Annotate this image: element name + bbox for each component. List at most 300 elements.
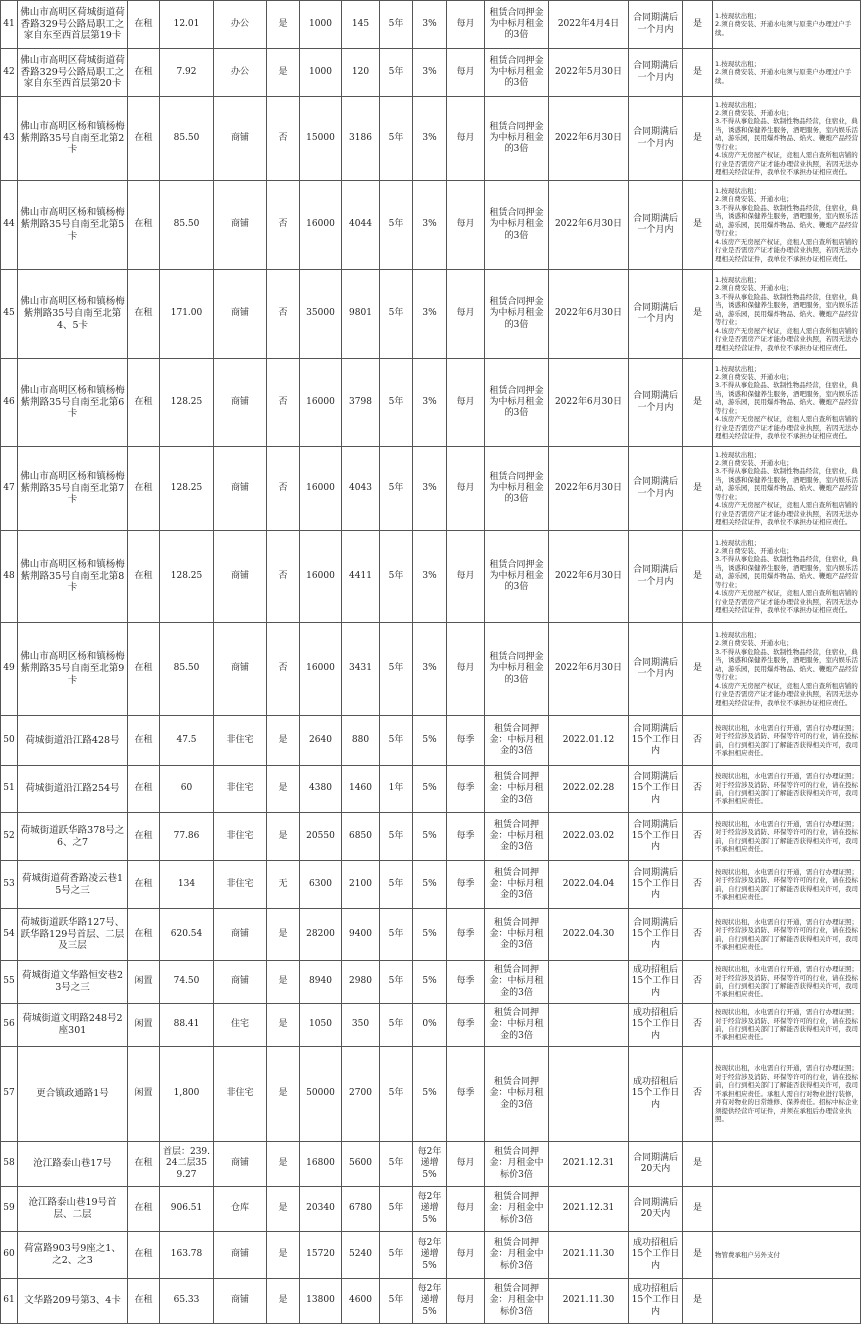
payment-cell: 每季: [447, 961, 485, 1004]
term-cell: 5年: [380, 1142, 413, 1187]
eligibility-cell: 否: [683, 961, 713, 1004]
row-number: 60: [1, 1232, 18, 1279]
certificate-cell: 否: [267, 97, 300, 181]
certificate-cell: 否: [267, 181, 300, 270]
use-cell: 商铺: [214, 1142, 267, 1187]
term-cell: 5年: [380, 447, 413, 531]
payment-cell: 每月: [447, 97, 485, 181]
monthly-rent-cell: 2700: [342, 1047, 380, 1142]
expiry-date-cell: 2022.01.12: [549, 716, 629, 766]
address-cell: 荷城街道沿江路428号: [18, 716, 128, 766]
status-cell: 在租: [128, 1, 160, 49]
eligibility-cell: 否: [683, 909, 713, 961]
payment-cell: 每月: [447, 270, 485, 359]
term-cell: 5年: [380, 1232, 413, 1279]
use-cell: 仓库: [214, 1187, 267, 1232]
address-cell: 佛山市高明区荷城街道荷香路329号公路局职工之家自东至西首层第20卡: [18, 49, 128, 97]
row-number: 55: [1, 961, 18, 1004]
handover-cell: 成功招租后15个工作日内: [629, 961, 683, 1004]
handover-cell: 合同期满后15个工作日内: [629, 716, 683, 766]
annual-base-cell: 15720: [300, 1232, 342, 1279]
handover-cell: 合同期满后一个月内: [629, 49, 683, 97]
annual-base-cell: 6300: [300, 861, 342, 909]
expiry-date-cell: 2021.11.30: [549, 1232, 629, 1279]
monthly-rent-cell: 1460: [342, 766, 380, 813]
term-cell: 5年: [380, 97, 413, 181]
deposit-cell: 租赁合同押金为中标月租金的3倍: [485, 531, 549, 623]
annual-base-cell: 2640: [300, 716, 342, 766]
row-number: 59: [1, 1187, 18, 1232]
row-number: 41: [1, 1, 18, 49]
expiry-date-cell: 2021.12.31: [549, 1142, 629, 1187]
increase-cell: 每2年递增5%: [413, 1279, 447, 1324]
increase-cell: 5%: [413, 909, 447, 961]
annual-base-cell: 28200: [300, 909, 342, 961]
status-cell: 在租: [128, 181, 160, 270]
annual-base-cell: 1000: [300, 1, 342, 49]
status-cell: 在租: [128, 270, 160, 359]
annual-base-cell: 15000: [300, 97, 342, 181]
table-row: [1, 49, 861, 97]
remarks-cell: 1.按现状出租； 2.须自费安装、开通水电； 3.不得从事危险品、软制性物品经营，住宿业，典当，诱惑和保健养生服务，酒吧服务，室内娱乐活动，游乐园，民用爆炸物品、焰火、鞭炮产品经营等行业； 4.该房产无房屋产权证，竞租人需自查所租店铺的行业是否需房产证才能办理营业执照，若因无法办理相关经营证件，我单位不承担办证相应责任。: [713, 181, 861, 270]
monthly-rent-cell: 5240: [342, 1232, 380, 1279]
handover-cell: 合同期满后一个月内: [629, 270, 683, 359]
status-cell: 闲置: [128, 1047, 160, 1142]
certificate-cell: 是: [267, 716, 300, 766]
table-row: [1, 716, 861, 766]
payment-cell: 每月: [447, 1142, 485, 1187]
annual-base-cell: 20340: [300, 1187, 342, 1232]
deposit-cell: 租赁合同押金：中标月租金的3倍: [485, 716, 549, 766]
term-cell: 5年: [380, 716, 413, 766]
row-number: 51: [1, 766, 18, 813]
handover-cell: 合同期满后20天内: [629, 1142, 683, 1187]
status-cell: 在租: [128, 909, 160, 961]
handover-cell: 合同期满后一个月内: [629, 623, 683, 716]
row-number: 46: [1, 359, 18, 447]
expiry-date-cell: 2022年4月4日: [549, 1, 629, 49]
annual-base-cell: 35000: [300, 270, 342, 359]
remarks-cell: [713, 1279, 861, 1324]
deposit-cell: 租赁合同押金：中标月租金的3倍: [485, 961, 549, 1004]
eligibility-cell: 是: [683, 1, 713, 49]
status-cell: 在租: [128, 359, 160, 447]
address-cell: 佛山市高明区杨和镇杨梅紫荆路35号自南至北第5卡: [18, 181, 128, 270]
table-row: [1, 861, 861, 909]
row-number: 52: [1, 813, 18, 861]
address-cell: 荷城街道荷香路凌云巷15号之三: [18, 861, 128, 909]
area-cell: 163.78: [160, 1232, 214, 1279]
remarks-cell: [713, 1142, 861, 1187]
certificate-cell: 是: [267, 1004, 300, 1047]
deposit-cell: 租赁合同押金：中标月租金的3倍: [485, 813, 549, 861]
term-cell: 5年: [380, 181, 413, 270]
handover-cell: 合同期满后15个工作日内: [629, 813, 683, 861]
row-number: 53: [1, 861, 18, 909]
term-cell: 5年: [380, 1187, 413, 1232]
increase-cell: 0%: [413, 1004, 447, 1047]
expiry-date-cell: 2022.02.28: [549, 766, 629, 813]
payment-cell: 每季: [447, 766, 485, 813]
certificate-cell: 是: [267, 1232, 300, 1279]
table-body: [1, 1, 861, 1324]
deposit-cell: 租赁合同押金为中标月租金的3倍: [485, 97, 549, 181]
increase-cell: 每2年递增5%: [413, 1232, 447, 1279]
table-row: [1, 813, 861, 861]
address-cell: 佛山市高明区杨和镇杨梅紫荆路35号自南至北第7卡: [18, 447, 128, 531]
monthly-rent-cell: 6780: [342, 1187, 380, 1232]
monthly-rent-cell: 120: [342, 49, 380, 97]
monthly-rent-cell: 4411: [342, 531, 380, 623]
annual-base-cell: 20550: [300, 813, 342, 861]
eligibility-cell: 是: [683, 1279, 713, 1324]
area-cell: 128.25: [160, 531, 214, 623]
eligibility-cell: 否: [683, 716, 713, 766]
status-cell: 在租: [128, 531, 160, 623]
remarks-cell: 按现状出租，水电需自行开通，需自行办理证照；对于经营涉及消防、环保等许可的行业，请在投标前，自行到相关部门了解能否获得相关许可，我司不承担相应责任。: [713, 961, 861, 1004]
use-cell: 商铺: [214, 623, 267, 716]
address-cell: 荷城街道跃华路378号之6、之7: [18, 813, 128, 861]
handover-cell: 合同期满后15个工作日内: [629, 766, 683, 813]
handover-cell: 合同期满后20天内: [629, 1187, 683, 1232]
area-cell: 620.54: [160, 909, 214, 961]
handover-cell: 合同期满后一个月内: [629, 447, 683, 531]
increase-cell: 3%: [413, 1, 447, 49]
monthly-rent-cell: 350: [342, 1004, 380, 1047]
row-number: 44: [1, 181, 18, 270]
table-row: [1, 623, 861, 716]
address-cell: 荷城街道跃华路127号、跃华路129号首层、二层及三层: [18, 909, 128, 961]
area-cell: 7.92: [160, 49, 214, 97]
use-cell: 商铺: [214, 359, 267, 447]
remarks-cell: 按现状出租，水电需自行开通，需自行办理证照；对于经营涉及消防、环保等许可的行业，请在投标前，自行到相关部门了解能否获得相关许可，我司不承担相应责任。承租人需自行对物业进行装修，并有对物业的日常维修、保养责任。招标中标企业须提供经营许可证件，并须在承租后办理营业执照。: [713, 1047, 861, 1142]
area-cell: 85.50: [160, 181, 214, 270]
monthly-rent-cell: 9801: [342, 270, 380, 359]
use-cell: 住宅: [214, 1004, 267, 1047]
remarks-cell: 按现状出租，水电需自行开通，需自行办理证照；对于经营涉及消防、环保等许可的行业，请在投标前，自行到相关部门了解能否获得相关许可，我司不承担相应责任。: [713, 813, 861, 861]
payment-cell: 每月: [447, 1232, 485, 1279]
payment-cell: 每月: [447, 1, 485, 49]
payment-cell: 每季: [447, 813, 485, 861]
status-cell: 在租: [128, 1142, 160, 1187]
term-cell: 5年: [380, 1004, 413, 1047]
address-cell: 佛山市高明区荷城街道荷香路329号公路局职工之家自东至西首层第19卡: [18, 1, 128, 49]
term-cell: 5年: [380, 270, 413, 359]
deposit-cell: 租赁合同押金为中标月租金的3倍: [485, 181, 549, 270]
eligibility-cell: 是: [683, 1142, 713, 1187]
payment-cell: 每季: [447, 716, 485, 766]
use-cell: 商铺: [214, 909, 267, 961]
payment-cell: 每季: [447, 1004, 485, 1047]
deposit-cell: 租赁合同押金：中标月租金的3倍: [485, 909, 549, 961]
monthly-rent-cell: 3431: [342, 623, 380, 716]
row-number: 58: [1, 1142, 18, 1187]
remarks-cell: 1.按现状出租； 2.须自费安装、开通水电； 3.不得从事危险品、软制性物品经营，住宿业，典当，诱惑和保健养生服务，酒吧服务，室内娱乐活动，游乐园，民用爆炸物品、焰火、鞭炮产品经营等行业； 4.该房产无房屋产权证，竞租人需自查所租店铺的行业是否需房产证才能办理营业执照，若因无法办理相关经营证件，我单位不承担办证相应责任。: [713, 623, 861, 716]
expiry-date-cell: [549, 1004, 629, 1047]
address-cell: 佛山市高明区杨和镇杨梅紫荆路35号自南至北第4、5卡: [18, 270, 128, 359]
eligibility-cell: 是: [683, 1187, 713, 1232]
monthly-rent-cell: 4043: [342, 447, 380, 531]
remarks-cell: 1.按现状出租； 2.须自费安装、开通水电； 3.不得从事危险品、软制性物品经营，住宿业，典当，诱惑和保健养生服务，酒吧服务，室内娱乐活动，游乐园，民用爆炸物品、焰火、鞭炮产品经营等行业； 4.该房产无房屋产权证，竞租人需自查所租店铺的行业是否需房产证才能办理营业执照，若因无法办理相关经营证件，我单位不承担办证相应责任。: [713, 447, 861, 531]
annual-base-cell: 16000: [300, 447, 342, 531]
eligibility-cell: 否: [683, 861, 713, 909]
use-cell: 商铺: [214, 961, 267, 1004]
deposit-cell: 租赁合同押金：中标月租金的3倍: [485, 1047, 549, 1142]
table-row: [1, 1232, 861, 1279]
status-cell: 在租: [128, 1232, 160, 1279]
row-number: 47: [1, 447, 18, 531]
address-cell: 荷城街道沿江路254号: [18, 766, 128, 813]
use-cell: 非住宅: [214, 766, 267, 813]
status-cell: 在租: [128, 766, 160, 813]
expiry-date-cell: 2022年6月30日: [549, 623, 629, 716]
address-cell: 沧江路泰山巷17号: [18, 1142, 128, 1187]
address-cell: 沧江路泰山巷19号首层、二层: [18, 1187, 128, 1232]
expiry-date-cell: 2022年6月30日: [549, 270, 629, 359]
area-cell: 128.25: [160, 359, 214, 447]
expiry-date-cell: 2022.04.30: [549, 909, 629, 961]
monthly-rent-cell: 4044: [342, 181, 380, 270]
certificate-cell: 是: [267, 909, 300, 961]
row-number: 48: [1, 531, 18, 623]
table-row: [1, 447, 861, 531]
address-cell: 文华路209号第3、4卡: [18, 1279, 128, 1324]
expiry-date-cell: 2022.04.04: [549, 861, 629, 909]
remarks-cell: 按现状出租，水电需自行开通，需自行办理证照；对于经营涉及消防、环保等许可的行业，请在投标前，自行到相关部门了解能否获得相关许可，我司不承担相应责任。: [713, 1004, 861, 1047]
use-cell: 非住宅: [214, 716, 267, 766]
term-cell: 5年: [380, 531, 413, 623]
increase-cell: 3%: [413, 181, 447, 270]
use-cell: 办公: [214, 49, 267, 97]
area-cell: 85.50: [160, 97, 214, 181]
term-cell: 5年: [380, 49, 413, 97]
area-cell: 906.51: [160, 1187, 214, 1232]
area-cell: 77.86: [160, 813, 214, 861]
certificate-cell: 否: [267, 531, 300, 623]
increase-cell: 每2年递增5%: [413, 1187, 447, 1232]
annual-base-cell: 50000: [300, 1047, 342, 1142]
increase-cell: 3%: [413, 623, 447, 716]
handover-cell: 合同期满后15个工作日内: [629, 861, 683, 909]
table-row: [1, 531, 861, 623]
use-cell: 商铺: [214, 270, 267, 359]
deposit-cell: 租赁合同押金：月租金中标价3倍: [485, 1279, 549, 1324]
deposit-cell: 租赁合同押金：中标月租金的3倍: [485, 861, 549, 909]
term-cell: 5年: [380, 961, 413, 1004]
handover-cell: 合同期满后一个月内: [629, 97, 683, 181]
deposit-cell: 租赁合同押金为中标月租金的3倍: [485, 359, 549, 447]
status-cell: 在租: [128, 97, 160, 181]
expiry-date-cell: 2022.03.02: [549, 813, 629, 861]
area-cell: 12.01: [160, 1, 214, 49]
status-cell: 闲置: [128, 1004, 160, 1047]
eligibility-cell: 是: [683, 97, 713, 181]
deposit-cell: 租赁合同押金为中标月租金的3倍: [485, 1, 549, 49]
row-number: 57: [1, 1047, 18, 1142]
annual-base-cell: 1050: [300, 1004, 342, 1047]
expiry-date-cell: 2021.11.30: [549, 1279, 629, 1324]
area-cell: 128.25: [160, 447, 214, 531]
annual-base-cell: 1000: [300, 49, 342, 97]
annual-base-cell: 16800: [300, 1142, 342, 1187]
remarks-cell: 按现状出租，水电需自行开通，需自行办理证照；对于经营涉及消防、环保等许可的行业，请在投标前，自行到相关部门了解能否获得相关许可，我司不承担相应责任。: [713, 861, 861, 909]
certificate-cell: 否: [267, 447, 300, 531]
annual-base-cell: 4380: [300, 766, 342, 813]
monthly-rent-cell: 2100: [342, 861, 380, 909]
expiry-date-cell: [549, 1047, 629, 1142]
term-cell: 1年: [380, 766, 413, 813]
payment-cell: 每季: [447, 909, 485, 961]
deposit-cell: 租赁合同押金：中标月租金的3倍: [485, 1004, 549, 1047]
eligibility-cell: 是: [683, 623, 713, 716]
status-cell: 在租: [128, 716, 160, 766]
increase-cell: 每2年递增5%: [413, 1142, 447, 1187]
increase-cell: 5%: [413, 813, 447, 861]
area-cell: 85.50: [160, 623, 214, 716]
remarks-cell: [713, 1187, 861, 1232]
remarks-cell: 1.按现状出租； 2.须自费安装、开通水电； 3.不得从事危险品、软制性物品经营，住宿业，典当，诱惑和保健养生服务，酒吧服务，室内娱乐活动，游乐园，民用爆炸物品、焰火、鞭炮产品经营等行业； 4.该房产无房屋产权证，竞租人需自查所租店铺的行业是否需房产证才能办理营业执照，若因无法办理相关经营证件，我单位不承担办证相应责任。: [713, 97, 861, 181]
remarks-cell: 1.按现状出租； 2.须自费安装、开通水电； 3.不得从事危险品、软制性物品经营，住宿业，典当，诱惑和保健养生服务，酒吧服务，室内娱乐活动，游乐园，民用爆炸物品、焰火、鞭炮产品经营等行业； 4.该房产无房屋产权证，竞租人需自查所租店铺的行业是否需房产证才能办理营业执照，若因无法办理相关经营证件，我单位不承担办证相应责任。: [713, 531, 861, 623]
certificate-cell: 是: [267, 1047, 300, 1142]
address-cell: 佛山市高明区杨和镇杨梅紫荆路35号自南至北第9卡: [18, 623, 128, 716]
remarks-cell: 按现状出租，水电需自行开通，需自行办理证照；对于经营涉及消防、环保等许可的行业，请在投标前，自行到相关部门了解能否获得相关许可，我司不承担相应责任。: [713, 716, 861, 766]
eligibility-cell: 否: [683, 1004, 713, 1047]
payment-cell: 每月: [447, 1187, 485, 1232]
remarks-cell: 1.按现状出租； 2.须自费安装、开通水电须与原業户办理过户手续。: [713, 49, 861, 97]
use-cell: 非住宅: [214, 813, 267, 861]
monthly-rent-cell: 145: [342, 1, 380, 49]
certificate-cell: 否: [267, 623, 300, 716]
certificate-cell: 是: [267, 961, 300, 1004]
address-cell: 荷城街道文华路恒安巷23号之三: [18, 961, 128, 1004]
expiry-date-cell: 2022年6月30日: [549, 447, 629, 531]
increase-cell: 3%: [413, 270, 447, 359]
status-cell: 在租: [128, 447, 160, 531]
deposit-cell: 租赁合同押金：中标月租金的3倍: [485, 766, 549, 813]
payment-cell: 每月: [447, 447, 485, 531]
handover-cell: 合同期满后一个月内: [629, 359, 683, 447]
annual-base-cell: 16000: [300, 531, 342, 623]
expiry-date-cell: 2022年6月30日: [549, 97, 629, 181]
table-row: [1, 97, 861, 181]
table-row: [1, 909, 861, 961]
handover-cell: 成功招租后15个工作日内: [629, 1004, 683, 1047]
increase-cell: 5%: [413, 1047, 447, 1142]
address-cell: 佛山市高明区杨和镇杨梅紫荆路35号自南至北第2卡: [18, 97, 128, 181]
monthly-rent-cell: 3798: [342, 359, 380, 447]
area-cell: 47.5: [160, 716, 214, 766]
certificate-cell: 是: [267, 1142, 300, 1187]
row-number: 49: [1, 623, 18, 716]
area-cell: 65.33: [160, 1279, 214, 1324]
expiry-date-cell: [549, 961, 629, 1004]
row-number: 43: [1, 97, 18, 181]
row-number: 50: [1, 716, 18, 766]
certificate-cell: 是: [267, 49, 300, 97]
expiry-date-cell: 2022年6月30日: [549, 181, 629, 270]
monthly-rent-cell: 9400: [342, 909, 380, 961]
address-cell: 荷富路903号9座之1、之2、之3: [18, 1232, 128, 1279]
table-row: [1, 1, 861, 49]
handover-cell: 成功招租后15个工作日内: [629, 1232, 683, 1279]
increase-cell: 3%: [413, 359, 447, 447]
term-cell: 5年: [380, 909, 413, 961]
annual-base-cell: 16000: [300, 623, 342, 716]
table-row: [1, 1279, 861, 1324]
monthly-rent-cell: 5600: [342, 1142, 380, 1187]
use-cell: 商铺: [214, 97, 267, 181]
table-row: [1, 1187, 861, 1232]
increase-cell: 3%: [413, 97, 447, 181]
monthly-rent-cell: 880: [342, 716, 380, 766]
payment-cell: 每月: [447, 49, 485, 97]
handover-cell: 合同期满后一个月内: [629, 531, 683, 623]
eligibility-cell: 否: [683, 813, 713, 861]
area-cell: 88.41: [160, 1004, 214, 1047]
handover-cell: 合同期满后一个月内: [629, 1, 683, 49]
certificate-cell: 否: [267, 359, 300, 447]
payment-cell: 每月: [447, 623, 485, 716]
row-number: 45: [1, 270, 18, 359]
handover-cell: 成功招租后15个工作日内: [629, 1279, 683, 1324]
term-cell: 5年: [380, 359, 413, 447]
increase-cell: 3%: [413, 447, 447, 531]
payment-cell: 每月: [447, 359, 485, 447]
certificate-cell: 是: [267, 766, 300, 813]
remarks-cell: 按现状出租，水电需自行开通，需自行办理证照；对于经营涉及消防、环保等许可的行业，请在投标前，自行到相关部门了解能否获得相关许可，我司不承担相应责任。: [713, 766, 861, 813]
row-number: 61: [1, 1279, 18, 1324]
eligibility-cell: 是: [683, 49, 713, 97]
certificate-cell: 是: [267, 1279, 300, 1324]
certificate-cell: 是: [267, 1187, 300, 1232]
deposit-cell: 租赁合同押金为中标月租金的3倍: [485, 623, 549, 716]
area-cell: 74.50: [160, 961, 214, 1004]
address-cell: 佛山市高明区杨和镇杨梅紫荆路35号自南至北第6卡: [18, 359, 128, 447]
row-number: 54: [1, 909, 18, 961]
term-cell: 5年: [380, 813, 413, 861]
table-row: [1, 1142, 861, 1187]
table-row: [1, 1047, 861, 1142]
use-cell: 非住宅: [214, 1047, 267, 1142]
deposit-cell: 租赁合同押金为中标月租金的3倍: [485, 447, 549, 531]
term-cell: 5年: [380, 1, 413, 49]
certificate-cell: 否: [267, 270, 300, 359]
certificate-cell: 是: [267, 1, 300, 49]
certificate-cell: 无: [267, 861, 300, 909]
use-cell: 商铺: [214, 1279, 267, 1324]
eligibility-cell: 是: [683, 1232, 713, 1279]
eligibility-cell: 否: [683, 766, 713, 813]
address-cell: 更合镇政通路1号: [18, 1047, 128, 1142]
table-row: [1, 359, 861, 447]
table-row: [1, 181, 861, 270]
handover-cell: 合同期满后一个月内: [629, 181, 683, 270]
payment-cell: 每月: [447, 181, 485, 270]
monthly-rent-cell: 4600: [342, 1279, 380, 1324]
area-cell: 171.00: [160, 270, 214, 359]
status-cell: 在租: [128, 813, 160, 861]
deposit-cell: 租赁合同押金：月租金中标价3倍: [485, 1187, 549, 1232]
use-cell: 非住宅: [214, 861, 267, 909]
expiry-date-cell: 2022年5月30日: [549, 49, 629, 97]
deposit-cell: 租赁合同押金：月租金中标价3倍: [485, 1142, 549, 1187]
remarks-cell: 物管费承租户另外支付: [713, 1232, 861, 1279]
payment-cell: 每月: [447, 531, 485, 623]
row-number: 42: [1, 49, 18, 97]
status-cell: 在租: [128, 49, 160, 97]
area-cell: 60: [160, 766, 214, 813]
eligibility-cell: 是: [683, 270, 713, 359]
